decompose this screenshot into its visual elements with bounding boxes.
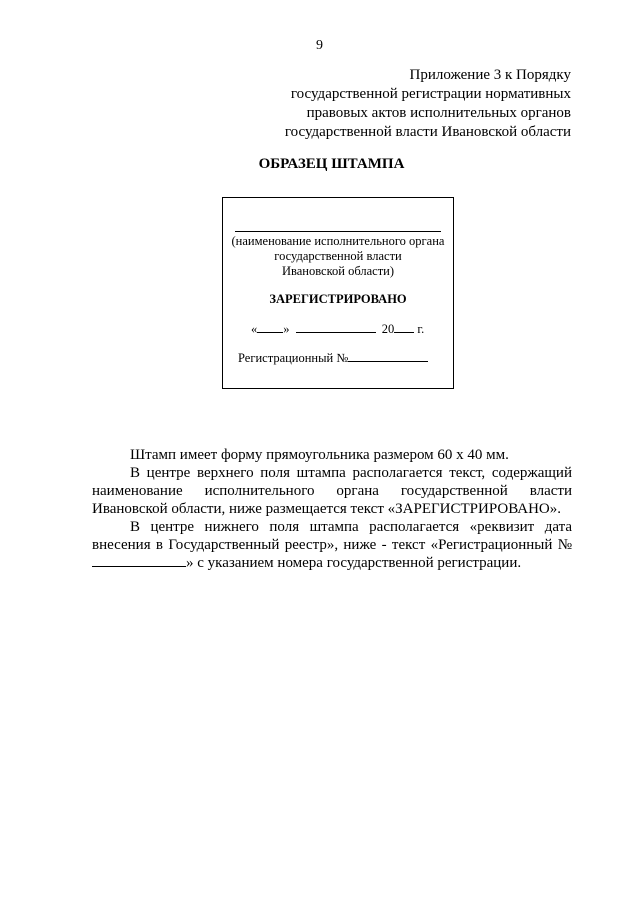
org-caption-line: государственной власти (274, 249, 402, 263)
year-prefix: 20 (381, 322, 395, 336)
day-blank (257, 321, 283, 333)
year-suffix: г. (417, 322, 425, 336)
date-row (251, 321, 424, 337)
stamp-description (92, 446, 572, 572)
registered-label: ЗАРЕГИСТРИРОВАНО (269, 292, 407, 306)
description-paragraph-2: В центре верхнего поля штампа располагается текст, содержащий наименование исполнительного органа государственной власти Ивановской области, ниже размещается текст «ЗАРЕГИСТРИРОВАНО». (92, 465, 572, 517)
appendix-line: Приложение 3 к Порядку (409, 67, 571, 83)
registration-number-row (238, 350, 428, 366)
close-quote: » (283, 322, 290, 336)
registration-number-blank (348, 350, 428, 362)
paragraph-3-end: » с указанием номера государственной регистрации. (186, 555, 522, 571)
year-blank (394, 321, 414, 333)
appendix-header (285, 66, 571, 142)
appendix-line: государственной власти Ивановской области (284, 124, 571, 140)
stamp-title: ОБРАЗЕЦ ШТАМПА (258, 156, 405, 172)
org-name-caption (223, 234, 453, 279)
stamp-sample-box (222, 197, 454, 389)
page-number: 9 (316, 38, 323, 53)
org-caption-line: Ивановской области) (281, 264, 395, 278)
appendix-line: правовых актов исполнительных органов (306, 105, 571, 121)
open-quote: « (251, 322, 258, 336)
registration-number-label: Регистрационный № (238, 351, 349, 365)
org-caption-line: (наименование исполнительного органа (231, 234, 445, 248)
paragraph-3-start: В центре нижнего поля штампа располагается «реквизит дата внесения в Государственный реестр», ниже - текст «Регистрационный № (92, 519, 572, 553)
appendix-line: государственной регистрации нормативных (290, 86, 571, 102)
registration-number-inline-blank (92, 555, 186, 567)
org-name-line (235, 231, 441, 232)
description-paragraph-3 (92, 518, 572, 572)
description-paragraph-1: Штамп имеет форму прямоугольника размером 60 х 40 мм. (130, 447, 509, 463)
month-blank (296, 321, 376, 333)
